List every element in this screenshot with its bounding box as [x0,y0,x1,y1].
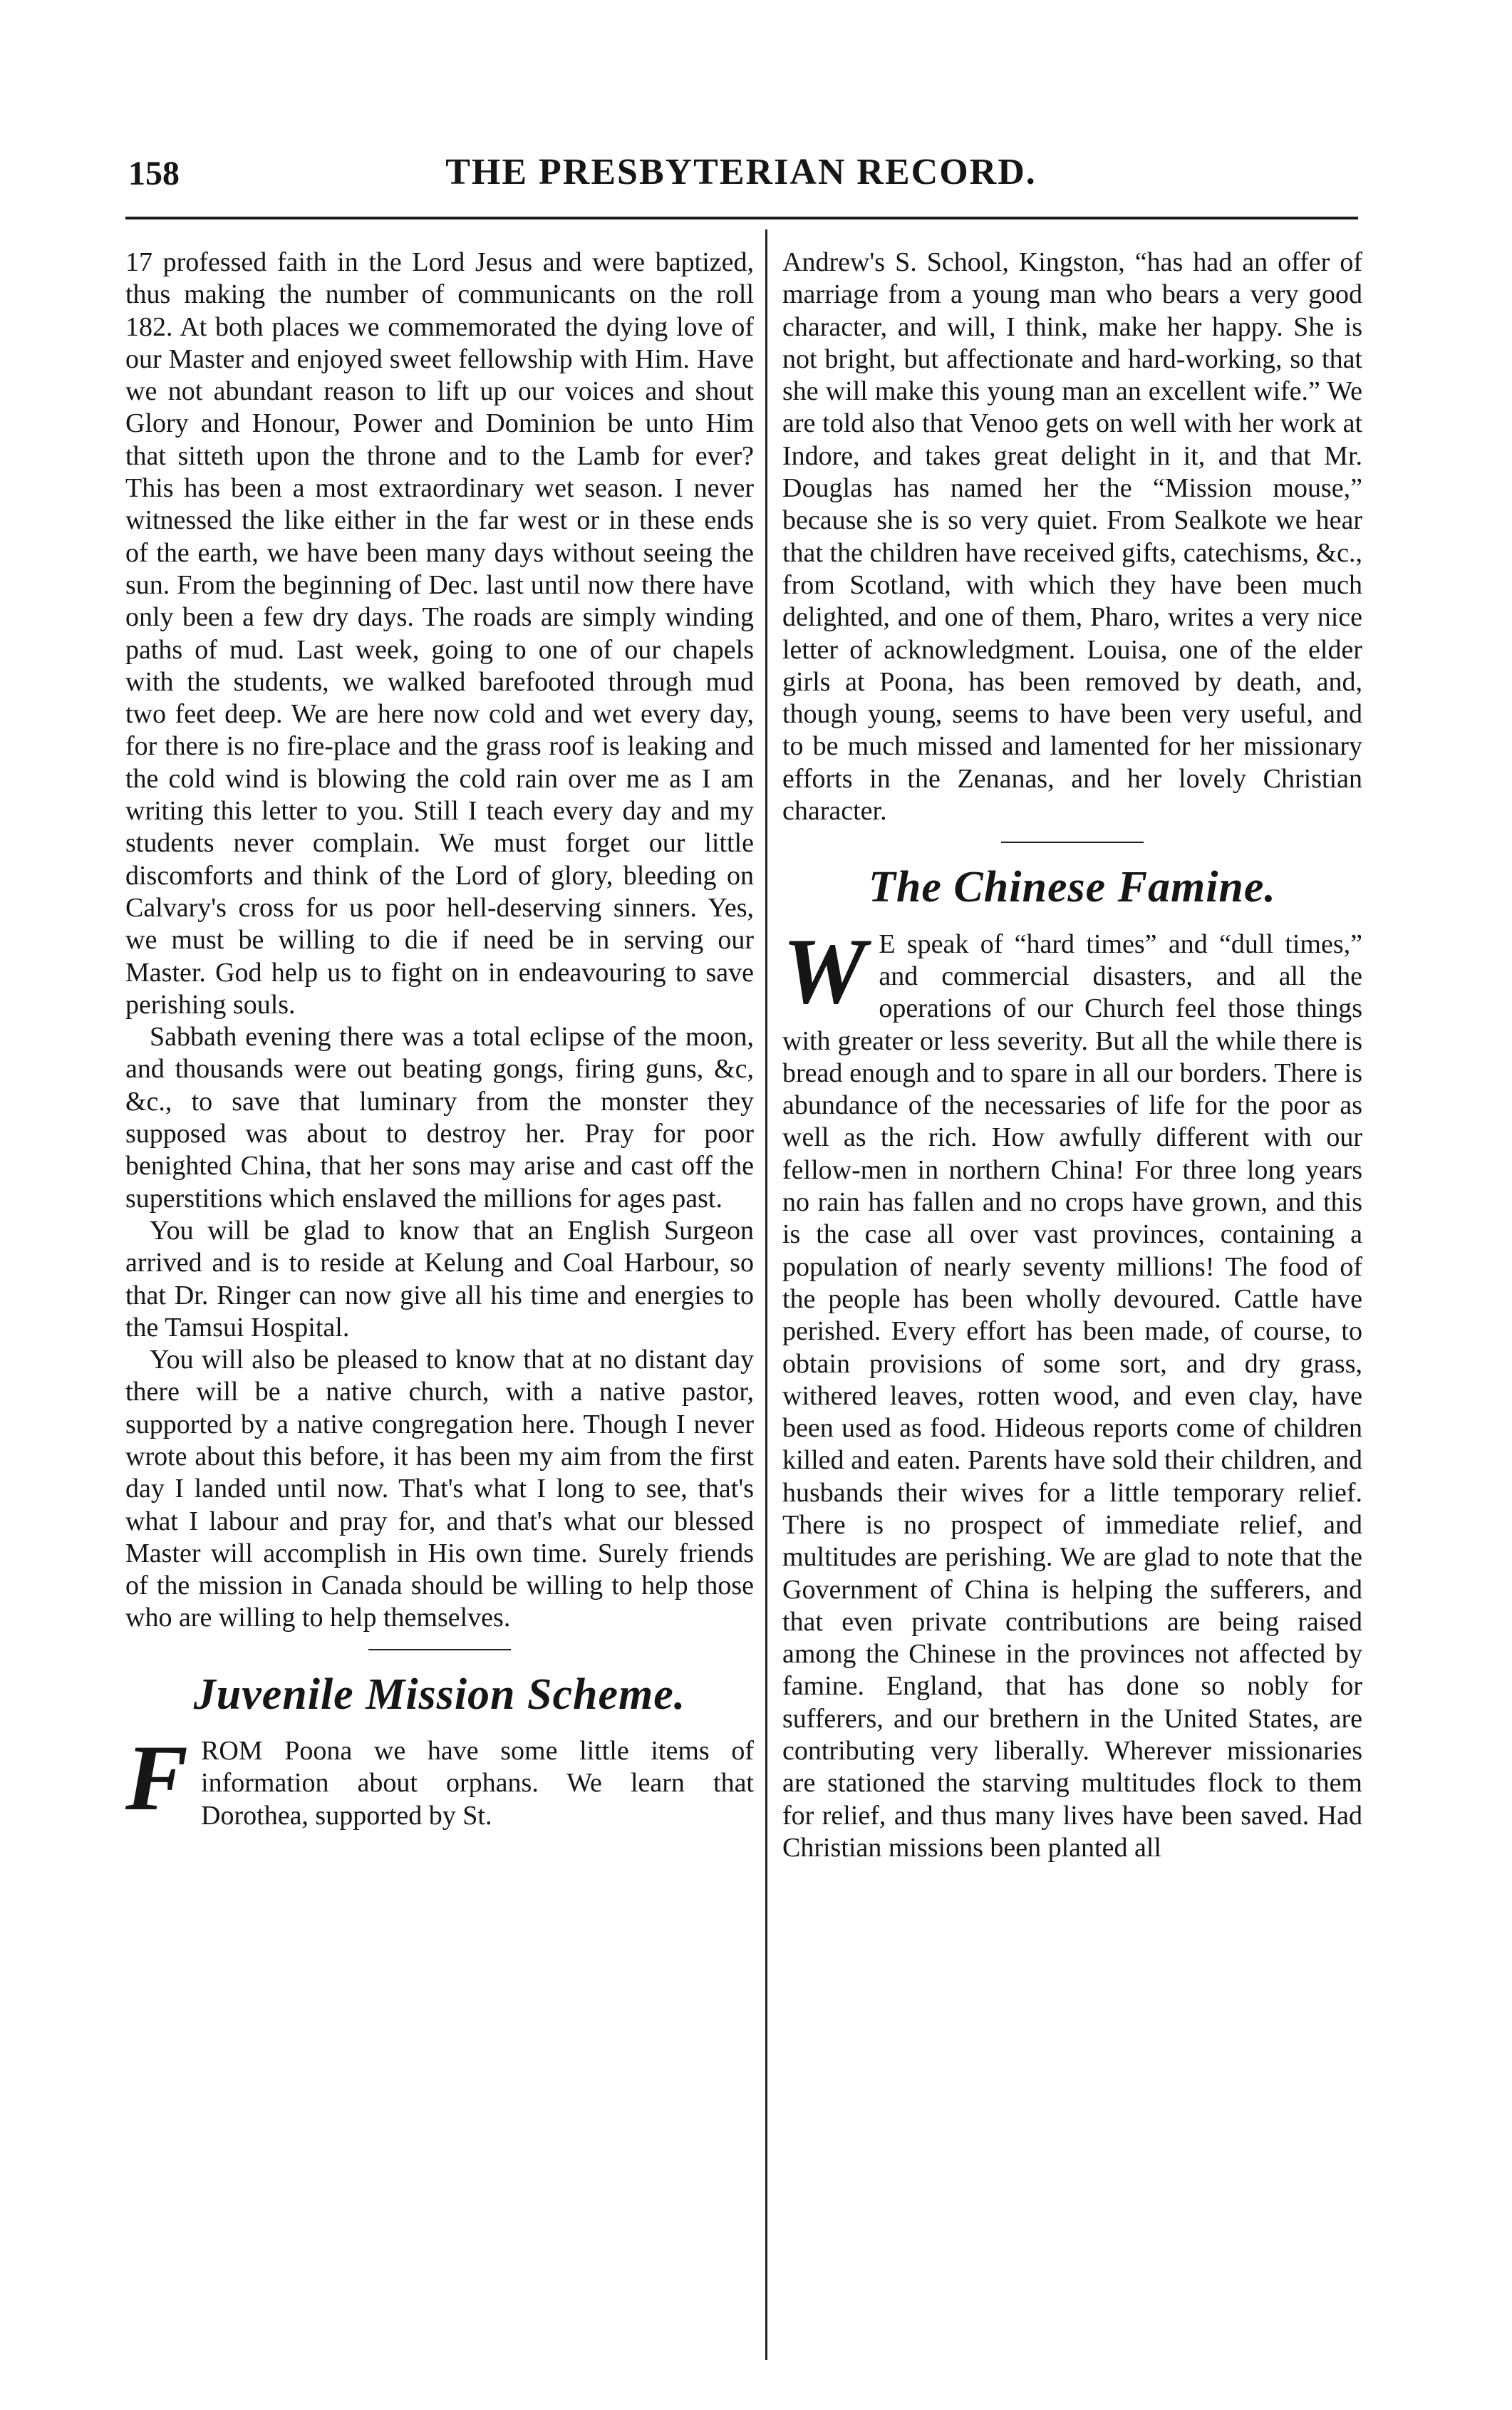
drop-cap-f: F [125,1725,189,1831]
orphans-paragraph: Andrew's S. School, Kingston, “has had an offer of marriage from a young man who bears a very good character, and will, I think, make her happy. She is not bright, but affectionate and hard-working, so that she will make this young man an excellent wife.” We are told also that Venoo gets on well with her work at Indore, and takes great delight in it, and that Mr. Douglas has named her the “Mission mouse,” because she is so very quiet. From Sealkote we hear that the children have received gifts, catechisms, &c., from Scotland, with which they have been much delighted, and one of them, Pharo, writes a very nice letter of acknowledgment. Louisa, one of the elder girls at Poona, has been removed by death, and, though young, seems to have been very useful, and to be much missed and lamented for her missionary efforts in the Zenanas, and her lovely Christian character. [782,247,1362,827]
letter-paragraph: 17 professed faith in the Lord Jesus and were baptized, thus making the number of communicants on the roll 182. At both places we commemorated the dying love of our Master and enjoyed sweet fellowship with Him. Have we not abundant reason to lift up our voices and shout Glory and Honour, Power and Dominion be unto Him that sitteth upon the throne and to the Lamb for ever? This has been a most extraordinary wet season. I never witnessed the like either in the far west or in these ends of the earth, we have been many days without seeing the sun. From the beginning of Dec. last until now there have only been a few dry days. The roads are simply winding paths of mud. Last week, going to one of our chapels with the students, we walked barefooted through mud two feet deep. We are here now cold and wet every day, for there is no fire-place and the grass roof is leaking and the cold wind is blowing the cold rain over me as I am writing this letter to you. Still I teach every day and my students never complain. We must forget our little discomforts and think of the Lord of glory, bleeding on Calvary's cross for us poor hell-deserving sinners. Yes, we must be willing to die if need be in serving our Master. God help us to fight on in endeavouring to save perishing souls. [125,247,754,1020]
native-church-paragraph: You will also be pleased to know that at no distant day there will be a native church, with a native pastor, supported by a native congregation here. Though I never wrote about this before, it has been my aim from the first day I landed until now. That's what I long to see, that's what I labour and pray for, and that's what our blessed Master will accomplish in His own time. Surely friends of the mission in Canada should be willing to help those who are willing to help themselves. [125,1345,754,1633]
page-number: 158 [128,155,180,192]
right-column [782,247,1362,2349]
left-column [125,247,754,2349]
chinese-famine-heading: The Chinese Famine. [869,863,1276,912]
poona-text: ROM Poona we have some little items of information about orphans. We learn that Dorothea, supported by St. [201,1736,754,1831]
famine-paragraph [782,918,1362,1865]
page-header [128,150,1354,200]
eclipse-paragraph: Sabbath evening there was a total eclipse of the moon, and thousands were out beating gongs, firing guns, &c, &c., to save that luminary from the monster they supposed was about to destroy her. Pray for poor benighted China, that her sons may arise and cast off the superstitions which enslaved the millions for ages past. [125,1022,754,1214]
drop-cap-w: W [782,918,866,1023]
poona-paragraph [125,1725,754,1832]
surgeon-paragraph: You will be glad to know that an English Surgeon arrived and is to reside at Kelung and Coal Harbour, so that Dr. Ringer can now give all his time and energies to the Tamsui Hospital. [125,1215,754,1343]
section-divider [1001,842,1144,843]
header-rule [125,217,1358,219]
journal-title: THE PRESBYTERIAN RECORD. [445,152,1037,192]
section-divider [368,1649,511,1650]
juvenile-mission-heading: Juvenile Mission Scheme. [193,1670,686,1719]
column-divider [765,229,767,2360]
famine-text: E speak of “hard times” and “dull times,” and commercial disasters, and all the operations of our Church feel those things with greater or less severity. But all the while there is bread enough and to spare in all our borders. There is abundance of the necessaries of life for the poor as well as the rich. How awfully different with our fellow-men in northern China! For three long years no rain has fallen and no crops have grown, and this is the case all over vast provinces, containing a population of nearly seventy millions! The food of the people has been wholly devoured. Cattle have perished. Every effort has been made, of course, to obtain provisions of some sort, and dry grass, withered leaves, rotten wood, and even clay, have been used as food. Hideous reports come of children killed and eaten. Parents have sold their children, and husbands their wives for a little temporary relief. There is no prospect of immediate relief, and multitudes are perishing. We are glad to note that the Government of China is helping the sufferers, and that even private contributions are being raised among the Chinese in the provinces not affected by famine. England, that has done so nobly for sufferers, and our brethern in the United States, are contributing very liberally. Wherever missionaries are stationed the starving multitudes flock to them for relief, and thus many lives have been saved. Had Christian missions been planted all [782,929,1362,1863]
